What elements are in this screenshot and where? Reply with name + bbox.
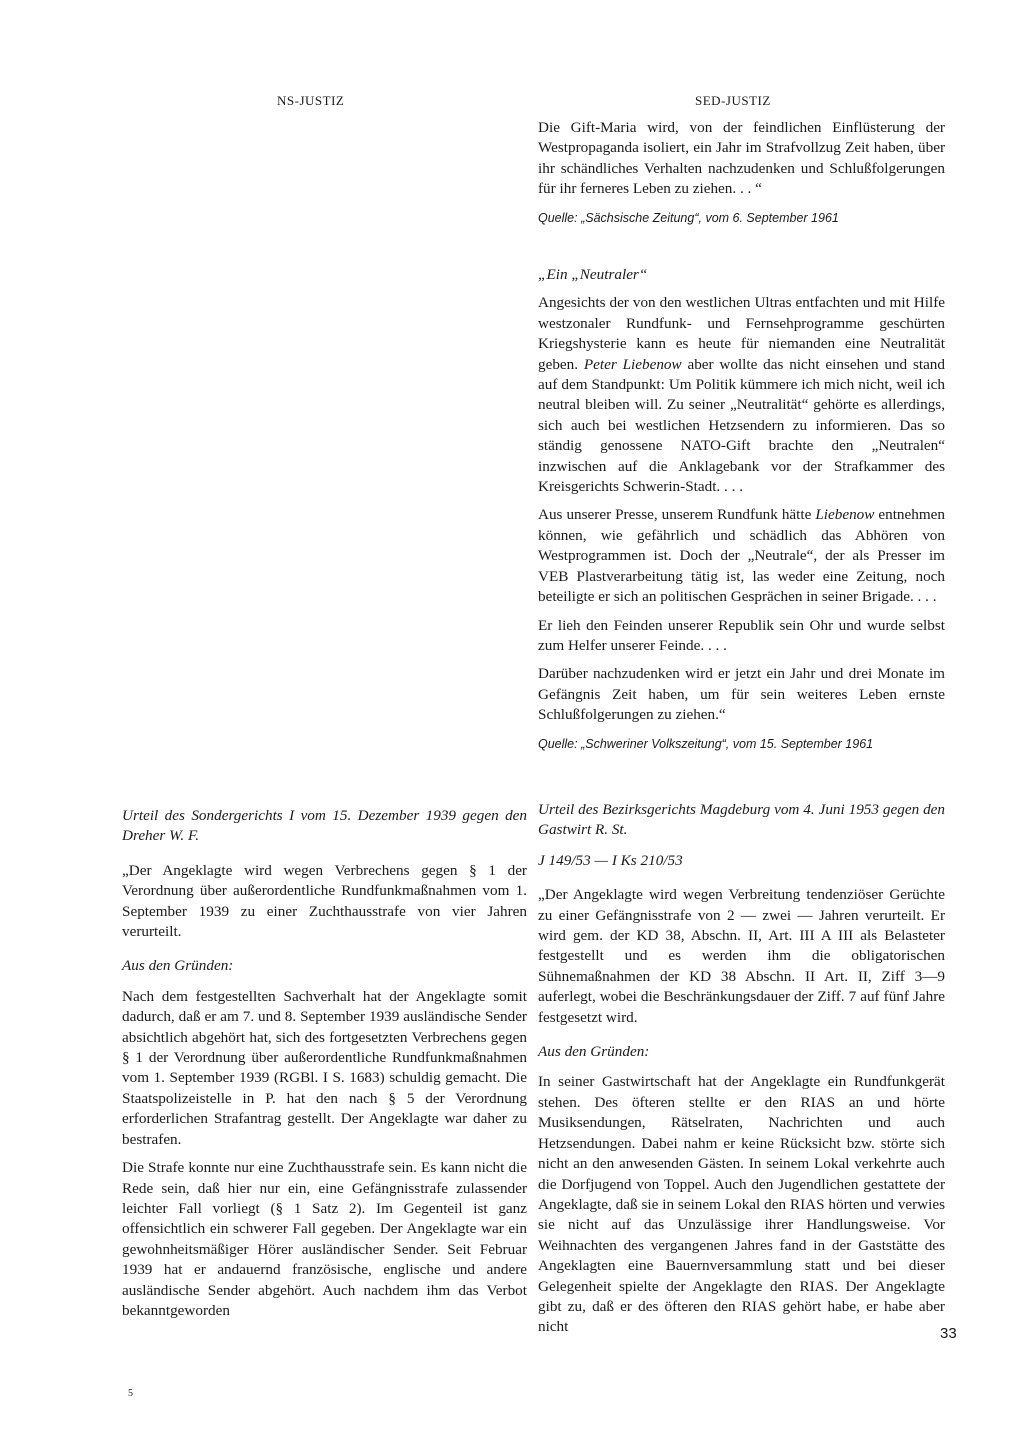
verdict-text: „Der Angeklagte wird wegen Verbreitung tendenziöser Gerüchte zu einer Gefängnisstrafe von 2 — zwei — Jahren verurteilt. Er wird gem. der KD 38, Abschn. II, Art. III A III als Belasteter festgestellt und es werden ihm die obligatorischen Sühnemaßnahmen der KD 38 Abschn. II Art. II, Ziff 3—9 auferlegt, wobei die Beschränkungsdauer der Ziff. 7 auf fünf Jahre festgesetzt wird. [538,886,945,1026]
gift-maria-paragraph: Die Gift-Maria wird, von der feindlichen Einflüsterung der Westpropaganda isoliert, ein Jahr im Strafvollzug Zeit haben, über ihr schändliches Verhalten nachzudenken und Schlußfolgerungen für ihr ferneres Leben zu ziehen. . . “ [538,119,945,198]
left-column-header: NS-JUSTIZ [277,93,345,108]
reason-paragraph-1: Nach dem festgestellten Sachverhalt hat der Angeklagte somit dadurch, daß er am 7. und 8. September 1939 ausländische Sender absichtlich abgehört hat, sich des fortgesetzten Verbrechens gegen § 1 der Verordnung über außerordentliche Rundfunkmaßnahmen vom 1. September 1939 (RGBl. I S. 1683) schuldig gemacht. Die Staatspolizeistelle in P. hat den nach § 5 der Verordnung erforderlichen Strafantrag gestellt. Der Angeklagte war daher zu bestrafen. [122,987,527,1148]
article-paragraph-2: Aus unserer Presse, unserem Rundfunk hätte Liebenow entnehmen können, wie gefährlich und schädlich das Abhören von Westprogrammen ist. Doch der „Neutrale“, der als Presser im VEB Plastverarbeitung tätig ist, las weder eine Zeitung, noch beteiligte er sich an politischen Gesprächen in seiner Brigade. . . . [538,506,946,606]
article-paragraph-1: Angesichts der von den westlichen Ultras entfachten und mit Hilfe westzonaler Rundfunk- und Fernsehprogramme geschürten Kriegshysterie kann es heute für niemanden eine Neutralität geben. Peter Liebenow aber wollte das nicht einsehen und stand auf dem Standpunkt: Um Politik kümmere ich mich nicht, weil ich neutral bleiben will. Zu seiner „Neutralität“ gehörte es allerdings, sich auch bei westlichen Hetzsendern zu informieren. Das so ständig genossene NATO-Gift brachte den „Neutralen“ inzwischen auf die Anklagebank vor der Strafkammer des Kreisgerichts Schwerin-Stadt. . . . [538,294,945,496]
reasons-heading: Aus den Gründen: [122,957,234,975]
case-number: J 149/53 — I Ks 210/53 [538,851,683,869]
left-bottom-section [122,806,527,1329]
article-title: „Ein „Neutraler“ [538,266,648,283]
right-column-header: SED-JUSTIZ [695,93,771,108]
person-name: Liebenow [815,506,875,524]
page-number: 33 [940,1325,957,1342]
case-title: Urteil des Bezirksgerichts Magdeburg vom 4. Juni 1953 gegen den Gastwirt R. St. [538,801,945,839]
article-paragraph-3: Er lieh den Feinden unserer Republik sein Ohr und wurde selbst zum Helfer unserer Feinde. . . . [538,616,945,654]
article-paragraph-4: Darüber nachzudenken wird er jetzt ein Jahr und drei Monate im Gefängnis Zeit haben, um für sein weiteres Leben ernste Schlußfolgerungen zu ziehen.“ [538,665,945,724]
reason-paragraph-2: Die Strafe konnte nur eine Zuchthausstrafe sein. Es kann nicht die Rede sein, daß hier nur ein, eine Gefängnisstrafe zulassender leichter Fall vorliegt (§ 1 Satz 2). Im Gegenteil ist ganz offensichtlich ein schwerer Fall gegeben. Der Angeklagte war ein gewohnheitsmäßiger Hörer ausländischer Sender. Seit Februar 1939 hat er andauernd französische, englische und andere ausländische Sender abgehört. Auch nachdem ihm das Verbot bekanntgeworden [122,1159,527,1319]
case-title: Urteil des Sondergerichts I vom 15. Dezember 1939 gegen den Dreher W. F. [122,807,527,845]
person-name: Peter Liebenow [583,355,682,373]
signature-mark: 5 [128,1388,133,1399]
verdict-text: „Der Angeklagte wird wegen Verbrechens gegen § 1 der Verordnung über außerordentliche Rundfunkmaßnahmen vom 1. September 1939 zu einer Zuchthausstrafe von vier Jahren verurteilt. [122,861,527,941]
neutraler-article [538,265,945,752]
source-citation-2: Quelle: „Schweriner Volkszeitung“, vom 15. September 1961 [538,736,874,751]
source-citation-1: Quelle: „Sächsische Zeitung“, vom 6. September 1961 [538,210,839,225]
reasons-heading: Aus den Gründen: [538,1043,650,1061]
reason-paragraph-1: In seiner Gastwirtschaft hat der Angeklagte ein Rundfunkgerät stehen. Des öfteren stellte er den RIAS an und hörte Musiksendungen, Rätselraten, Nachrichten und auch Hetzsendungen. Dabei nahm er keine Rücksicht bzw. störte sich nicht an den anwesenden Gästen. In seinem Lokal verkehrte auch die Dorfjugend von Toppel. Auch den Jugendlichen gestattete der Angeklagte, daß sie in seinem Lokal den RIAS hörten und verwies sie nicht auf das Unzulässige ihrer Handlungsweise. Vor Weihnachten des vergangenen Jahres fand in der Gaststätte des Angeklagten eine Bauernversammlung statt und bei dieser Gelegenheit spielte der Angeklagte den RIAS. Der Angeklagte gibt zu, daß er des öfteren den RIAS gehört habe, er habe aber nicht [538,1073,945,1336]
right-bottom-section [538,800,945,1346]
right-top-section [538,118,945,226]
